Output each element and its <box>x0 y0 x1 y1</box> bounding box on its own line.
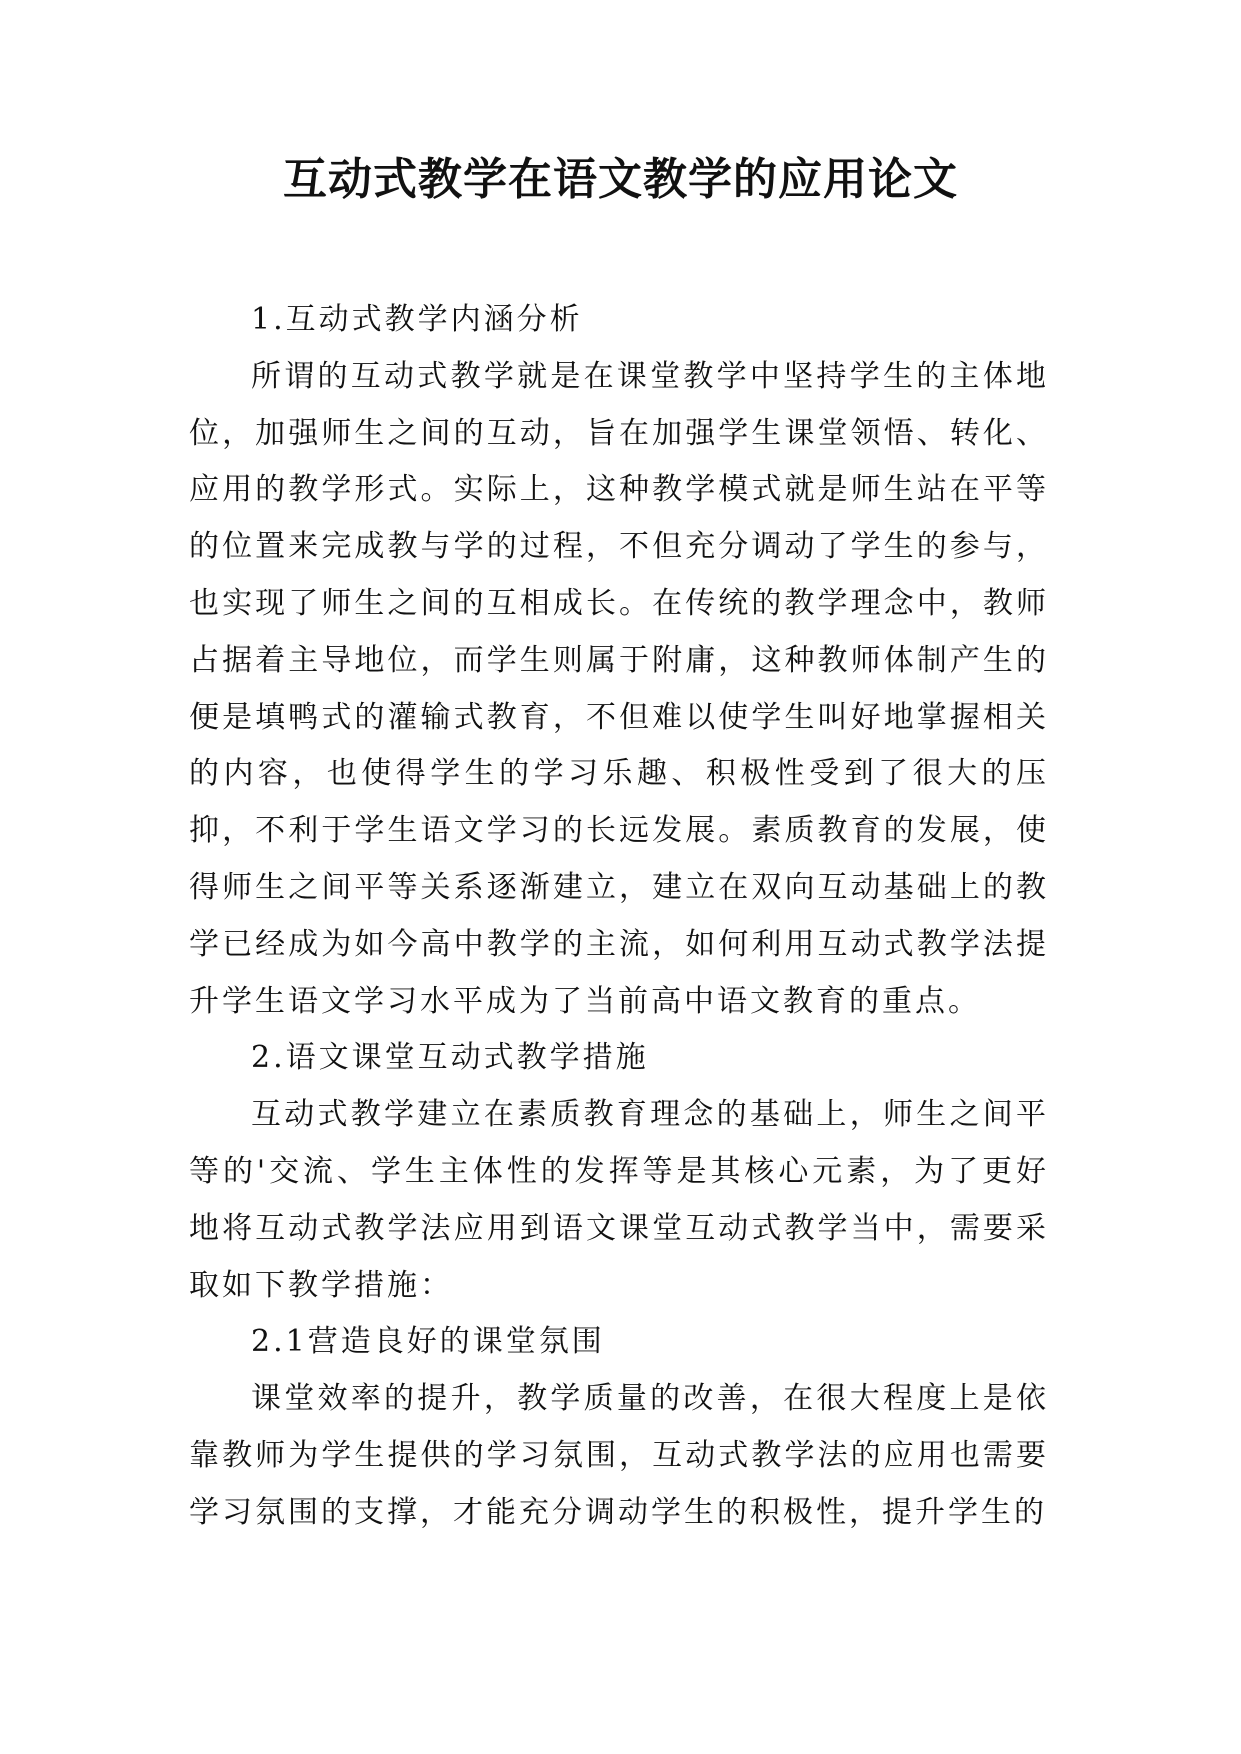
section-heading-1: 1.互动式教学内涵分析 <box>251 302 583 337</box>
document-body <box>189 292 1049 1542</box>
paragraph: 所谓的互动式教学就是在课堂教学中坚持学生的主体地位，加强师生之间的互动，旨在加强学生课堂领悟、转化、应用的教学形式。实际上，这种教学模式就是师生站在平等的位置来完成教与学的过程，不但充分调动了学生的参与，也实现了师生之间的互相成长。在传统的教学理念中，教师占据着主导地位，而学生则属于附庸，这种教师体制产生的便是填鸭式的灌输式教育，不但难以使学生叫好地掌握相关的内容，也使得学生的学习乐趣、积极性受到了很大的压抑，不利于学生语文学习的长远发展。素质教育的发展，使得师生之间平等关系逐渐建立，建立在双向互动基础上的教学已经成为如今高中教学的主流，如何利用互动式教学法提升学生语文学习水平成为了当前高中语文教育的重点。 <box>189 358 1049 1019</box>
document-title: 互动式教学在语文教学的应用论文 <box>283 154 958 205</box>
paragraph: 课堂效率的提升，教学质量的改善，在很大程度上是依靠教师为学生提供的学习氛围，互动式教学法的应用也需要学习氛围的支撑，才能充分调动学生的积极性，提升学生的 <box>189 1381 1049 1530</box>
paragraph: 互动式教学建立在素质教育理念的基础上，师生之间平等的'交流、学生主体性的发挥等是其核心元素，为了更好地将互动式教学法应用到语文课堂互动式教学当中，需要采取如下教学措施： <box>189 1097 1049 1303</box>
section-heading-2: 2.语文课堂互动式教学措施 <box>251 1040 649 1076</box>
section-heading-2-1: 2.1营造良好的课堂氛围 <box>251 1324 605 1360</box>
